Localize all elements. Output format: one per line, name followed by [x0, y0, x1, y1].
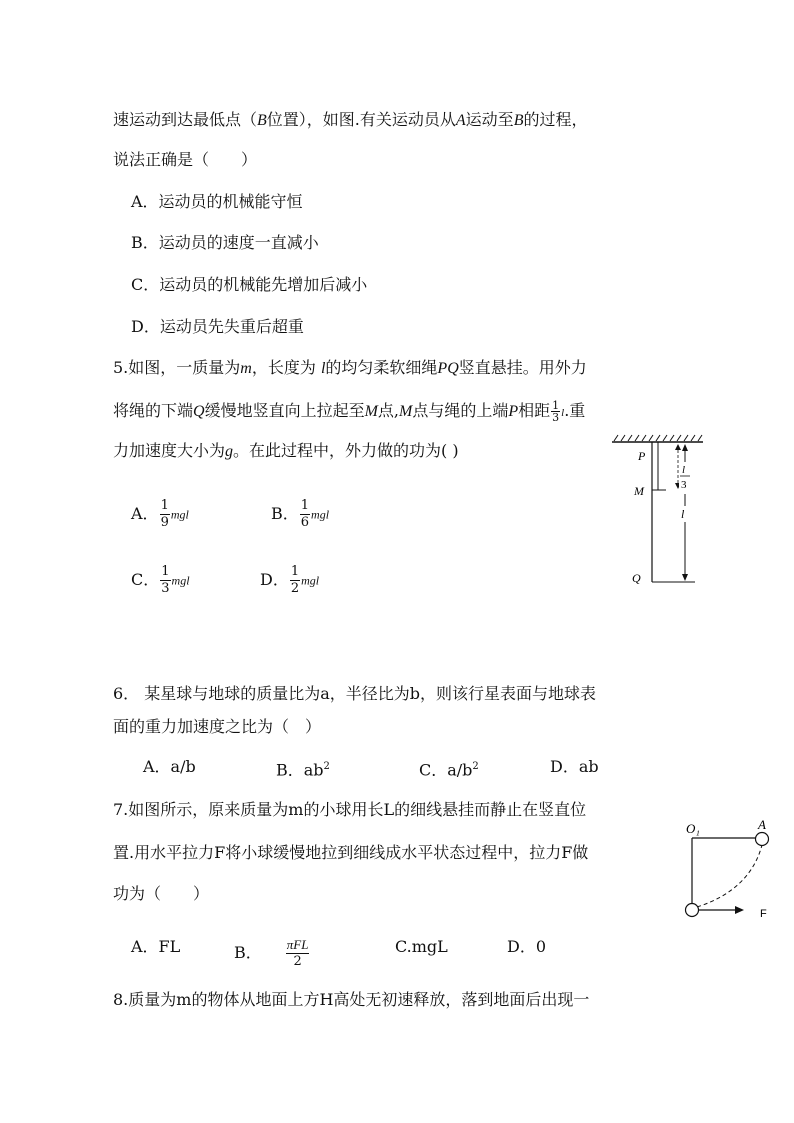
- q5-text: 5.如图，一质量为: [113, 358, 241, 377]
- q7-line-3: 功为（ ）: [113, 884, 210, 903]
- frac-num: 1: [160, 498, 169, 513]
- q4-option-d: D．运动员先失重后超重: [131, 317, 304, 336]
- var-PQ: PQ: [437, 360, 459, 377]
- frac-num: 1: [300, 498, 310, 513]
- ball-a: [756, 833, 769, 846]
- option-text: D．ab: [550, 757, 599, 776]
- var-P: P: [508, 403, 519, 420]
- option-text: C．a/b: [419, 760, 473, 780]
- var-A: A: [455, 112, 466, 129]
- label-Q: Q: [632, 571, 641, 585]
- q7-option-d: D．0: [507, 937, 547, 956]
- q5-text: 缓慢地竖直向上拉起至: [204, 401, 365, 420]
- q5-line-2: [113, 400, 585, 423]
- q7-pendulum-figure: [680, 815, 780, 925]
- option-superscript: 2: [472, 761, 479, 772]
- q5-text: 的均匀柔软细绳: [325, 358, 438, 377]
- frac-den: 2: [290, 581, 300, 596]
- option-superscript: 2: [323, 761, 330, 772]
- option-label: B．: [271, 504, 299, 523]
- q4-line-1: [113, 110, 587, 131]
- frac-den: 9: [160, 515, 169, 530]
- q5-rope-figure: [600, 432, 710, 592]
- q5-line-1: [113, 358, 587, 379]
- q4-text: 的过程，: [523, 110, 588, 129]
- q5-option-c: [131, 564, 190, 597]
- q6-option-a: [143, 757, 196, 777]
- var-B: B: [513, 112, 524, 129]
- q5-text: 。在此过程中，外力做的功为( ): [233, 441, 459, 460]
- frac-den: 3: [552, 411, 560, 424]
- q5-text: 点与绳的上端: [412, 401, 509, 420]
- option-fraction: [300, 498, 310, 531]
- q7-option-a: A．FL: [131, 937, 181, 956]
- q6-line-2: 面的重力加速度之比为（ ）: [113, 717, 322, 736]
- var-M: M: [364, 403, 378, 420]
- frac-den: 2: [293, 954, 302, 969]
- q4-option-c: C．运动员的机械能先增加后减小: [131, 275, 368, 294]
- q4-option-b: B．运动员的速度一直减小: [131, 233, 319, 252]
- q7-option-b: [234, 937, 310, 970]
- frac-num: 1: [552, 399, 560, 412]
- ball-bottom: [686, 904, 699, 917]
- var-Q: Q: [193, 403, 205, 420]
- q6-option-c: [419, 757, 479, 780]
- q6-line-1: 6． 某星球与地球的质量比为a，半径比为b，则该行星表面与地球表: [113, 684, 597, 703]
- q5-text: .重: [564, 401, 586, 420]
- q5-text: 点,: [377, 401, 400, 420]
- option-expr: mgl: [311, 507, 330, 522]
- q5-option-a: [131, 498, 189, 531]
- fraction-one-third: [551, 400, 560, 423]
- var-B: B: [257, 112, 267, 129]
- q4-text: 位置），如图.有关运动员从: [266, 110, 456, 129]
- option-text: A．a/b: [143, 757, 196, 776]
- q4-line-2: 说法正确是（ ）: [113, 150, 258, 169]
- frac-num: 1: [161, 564, 170, 579]
- q7-line-1: 7.如图所示，原来质量为m的小球用长L的细线悬挂而静止在竖直位: [113, 800, 587, 819]
- q8-line-1: 8.质量为m的物体从地面上方H高处无初速释放，落到地面后出现一: [113, 990, 590, 1009]
- q5-text: 竖直悬挂。用外力: [458, 358, 587, 377]
- q4-text: 运动至: [465, 110, 514, 129]
- var-l: l: [561, 407, 565, 419]
- option-fraction: [160, 564, 170, 597]
- var-g: g: [225, 443, 234, 460]
- arrow-up-icon: [682, 444, 688, 451]
- var-l: l: [320, 360, 326, 377]
- q6-option-d: [550, 757, 599, 777]
- q4-option-a: A．运动员的机械能守恒: [131, 192, 303, 211]
- frac-num: πFL: [286, 937, 309, 952]
- option-fraction: [160, 498, 170, 531]
- option-label: C．: [131, 570, 160, 589]
- q5-text: ，长度为: [251, 358, 316, 377]
- frac-den: 6: [300, 515, 310, 530]
- q5-option-b: [271, 498, 329, 531]
- option-label: D．: [260, 570, 289, 589]
- option-expr: mgl: [170, 507, 189, 522]
- q7-line-2: 置.用水平拉力F将小球缓慢地拉到细线成水平状态过程中，拉力F做: [113, 843, 589, 862]
- q4-text: 速运动到达最低点（: [113, 110, 258, 129]
- option-fraction: [286, 937, 310, 970]
- option-text: B．ab: [276, 760, 324, 780]
- ceiling-hatch: [614, 435, 702, 441]
- q5-text: 相距: [518, 401, 551, 420]
- label-F: F: [760, 908, 767, 920]
- frac-num: 1: [290, 564, 300, 579]
- q5-text: 力加速度大小为: [113, 441, 226, 460]
- arrow-down-icon: [682, 574, 688, 581]
- label-P: P: [638, 449, 646, 463]
- label-third-num: l: [682, 464, 686, 476]
- option-label: B．: [234, 943, 262, 962]
- frac-den: 3: [161, 581, 170, 596]
- arrow-right-icon: [735, 906, 744, 914]
- arrow-up-icon: [675, 444, 681, 450]
- q5-line-3: [113, 441, 459, 462]
- option-expr: mgl: [171, 573, 190, 588]
- var-M: M: [399, 403, 413, 420]
- path-arc: [697, 845, 762, 907]
- q6-option-b: [276, 757, 330, 780]
- q5-option-d: [260, 564, 319, 597]
- label-A: A: [758, 817, 766, 832]
- q5-text: 将绳的下端: [113, 401, 194, 420]
- var-m: m: [240, 360, 252, 377]
- label-l: l: [681, 507, 685, 521]
- option-fraction: [290, 564, 300, 597]
- option-expr: mgl: [301, 573, 320, 588]
- label-third-den: 3: [681, 479, 687, 491]
- label-O1: O₁: [686, 821, 700, 836]
- option-label: A．: [131, 504, 159, 523]
- label-M: M: [634, 484, 644, 498]
- q7-option-c: C.mgL: [395, 937, 448, 956]
